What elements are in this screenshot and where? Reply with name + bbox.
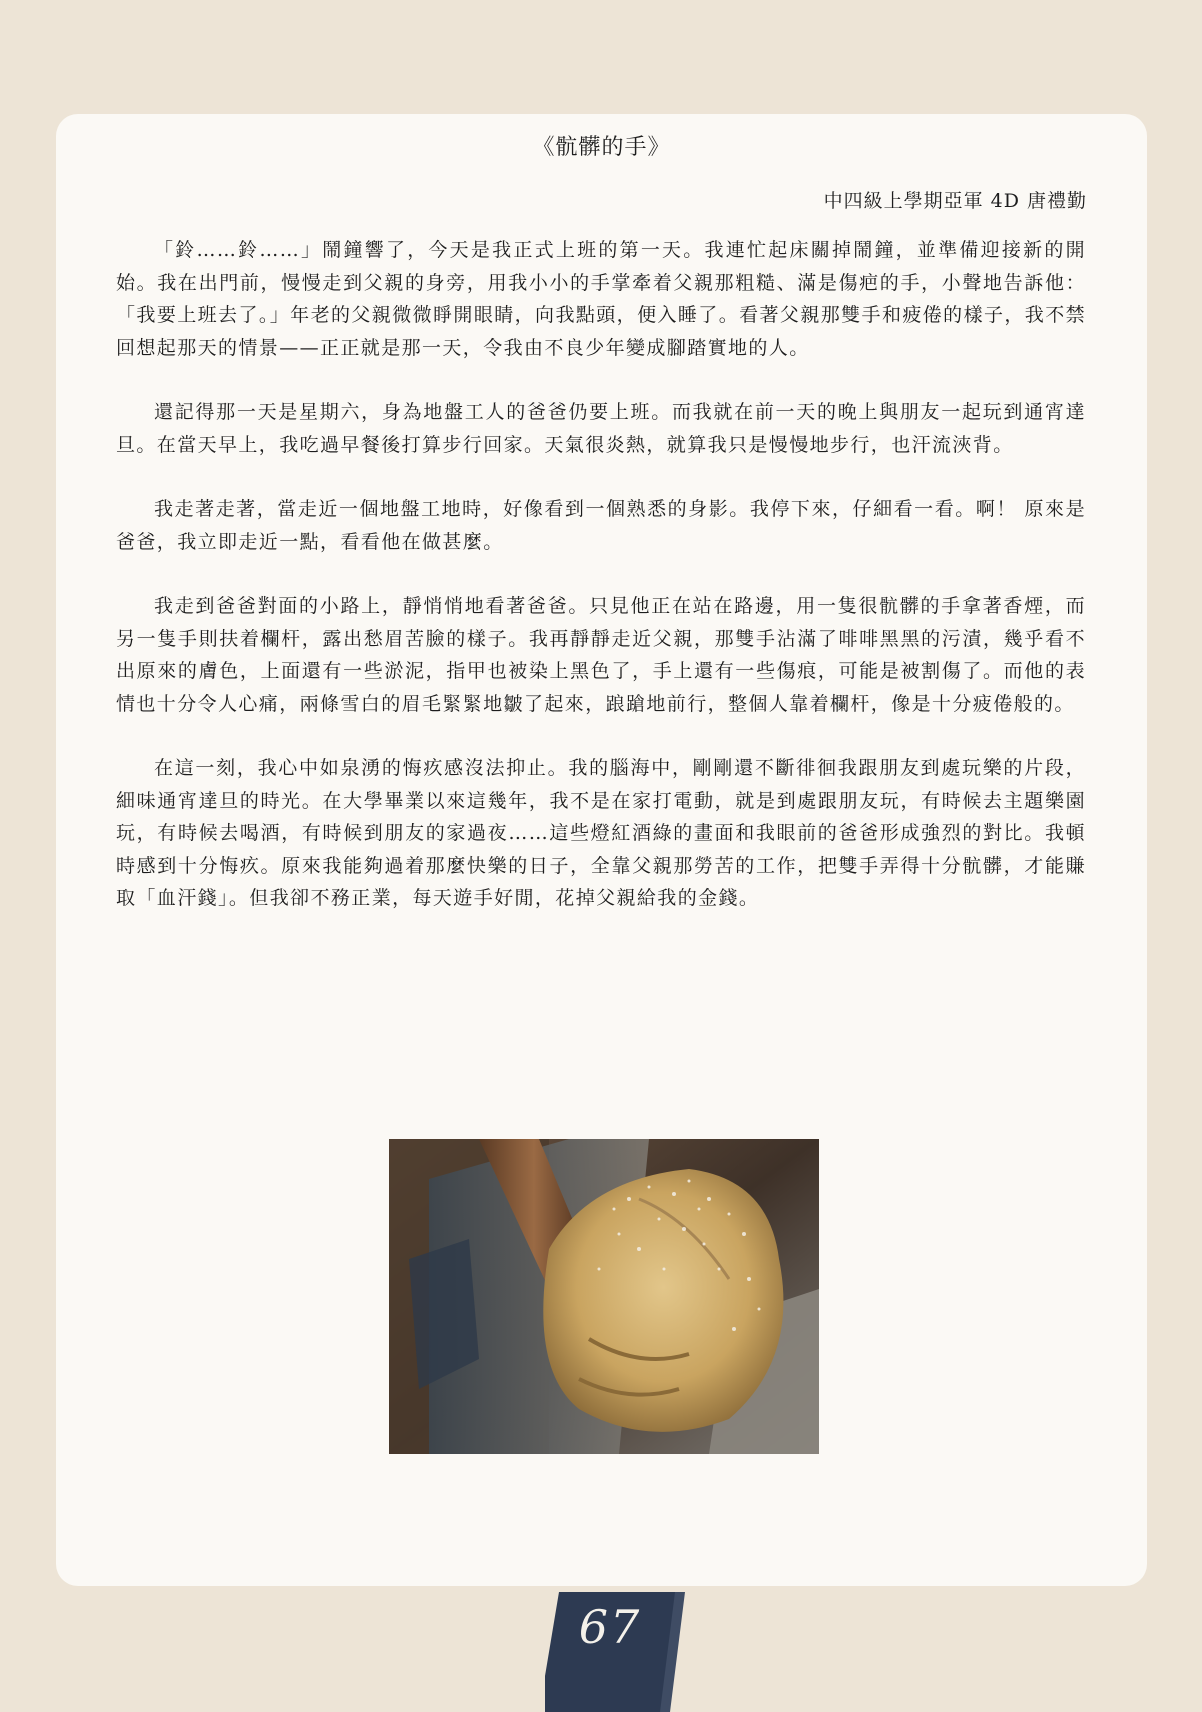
page-number: 67 [578,1600,642,1654]
paragraph: 還記得那一天是星期六，身為地盤工人的爸爸仍要上班。而我就在前一天的晚上與朋友一起玩到通宵達旦。在當天早上，我吃過早餐後打算步行回家。天氣很炎熱，就算我只是慢慢地步行，也汗流浹背。 [116,401,1086,456]
paragraph: 我走著走著，當走近一個地盤工地時，好像看到一個熟悉的身影。我停下來，仔細看一看。啊！ 原來是爸爸，我立即走近一點，看看他在做甚麼。 [116,498,1086,553]
paragraph: 「鈴……鈴……」鬧鐘響了，今天是我正式上班的第一天。我連忙起床關掉鬧鐘，並準備迎接新的開始。我在出門前，慢慢走到父親的身旁，用我小小的手掌牽着父親那粗糙、滿是傷疤的手，小聲地告訴他：「我要上班去了。」年老的父親微微睜開眼睛，向我點頭，便入睡了。看著父親那雙手和疲倦的樣子，我不禁回想起那天的情景——正正就是那一天，令我由不良少年變成腳踏實地的人。 [116,239,1086,359]
essay-body [116,234,1086,947]
page-card [56,114,1147,1586]
essay-title: 《骯髒的手》 [532,135,671,160]
gloved-hand-photo [389,1139,819,1454]
paragraph: 在這一刻，我心中如泉湧的悔疚感沒法抑止。我的腦海中，剛剛還不斷徘徊我跟朋友到處玩樂的片段，細味通宵達旦的時光。在大學畢業以來這幾年，我不是在家打電動，就是到處跟朋友玩，有時候去主題樂園玩，有時候去喝酒，有時候到朋友的家過夜……這些燈紅酒綠的畫面和我眼前的爸爸形成強烈的對比。我頓時感到十分悔疚。原來我能夠過着那麼快樂的日子，全靠父親那勞苦的工作，把雙手弄得十分骯髒，才能賺取「血汗錢」。但我卻不務正業，每天遊手好閒，花掉父親給我的金錢。 [116,757,1086,909]
author-byline: 中四級上學期亞軍 4D 唐禮勤 [823,190,1087,212]
paragraph: 我走到爸爸對面的小路上，靜悄悄地看著爸爸。只見他正在站在路邊，用一隻很骯髒的手拿著香煙，而另一隻手則扶着欄杆，露出愁眉苦臉的樣子。我再靜靜走近父親，那雙手沾滿了啡啡黑黑的污漬，幾乎看不出原來的膚色，上面還有一些淤泥，指甲也被染上黑色了，手上還有一些傷痕，可能是被割傷了。而他的表情也十分令人心痛，兩條雪白的眉毛緊緊地皺了起來，踉蹌地前行，整個人靠着欄杆，像是十分疲倦般的。 [116,595,1086,715]
